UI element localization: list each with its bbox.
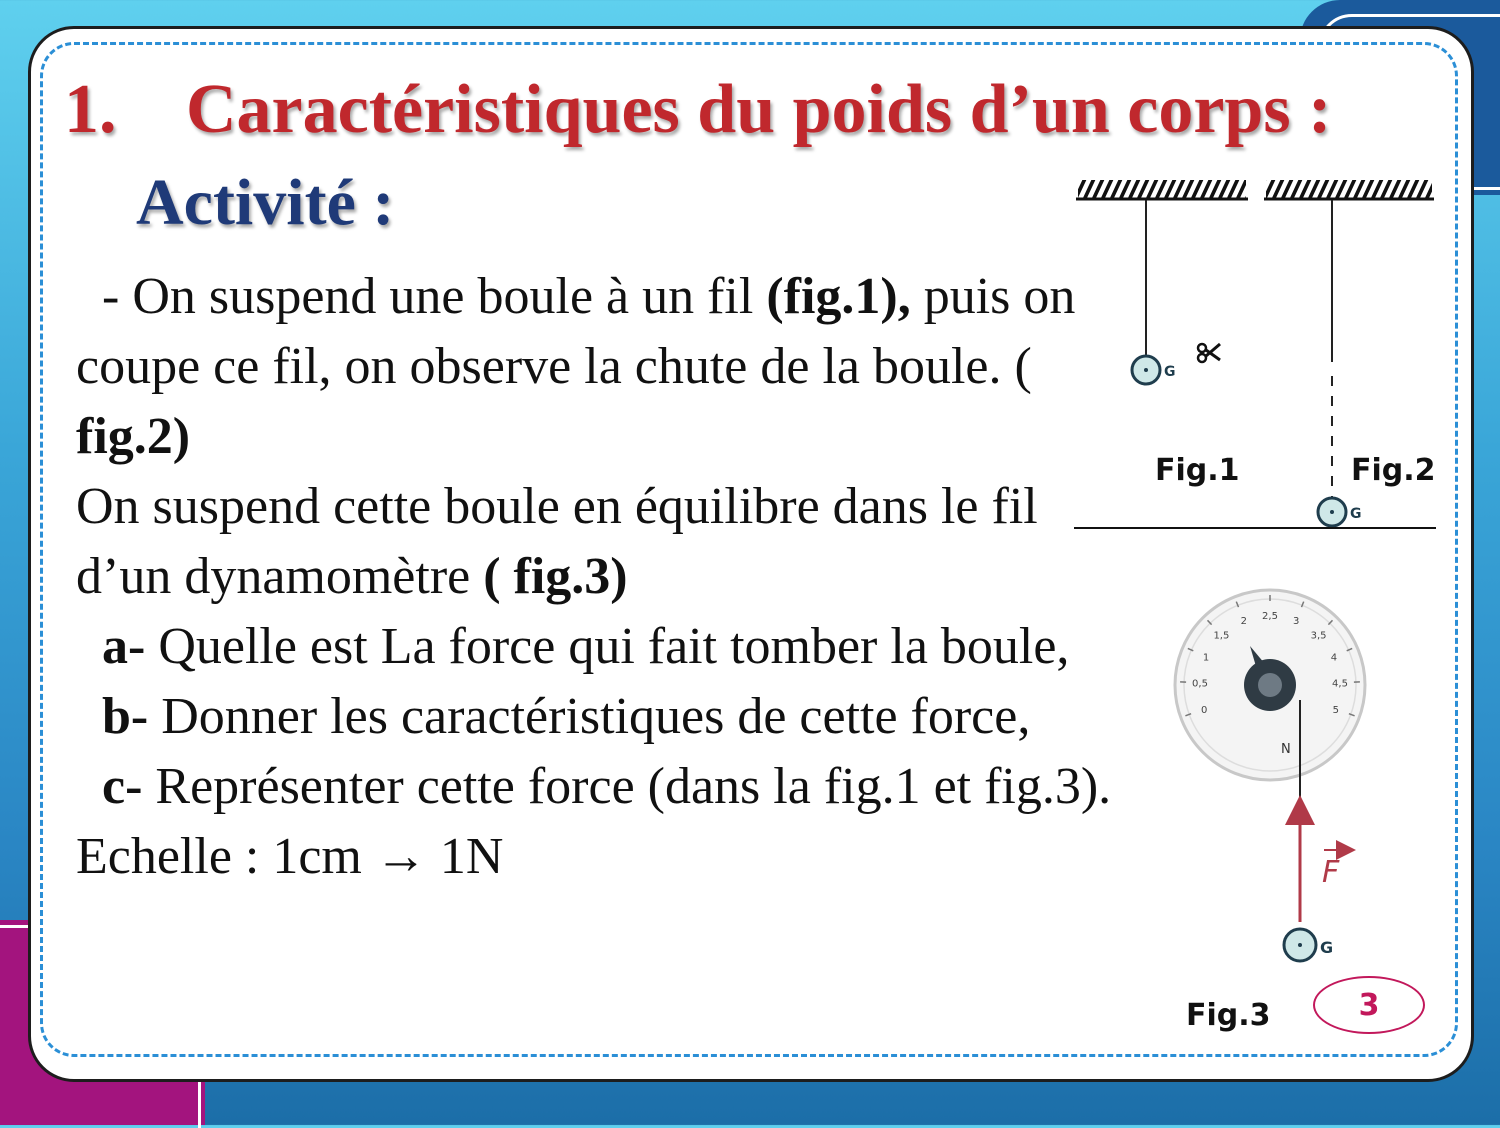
fig3-ball-label: G xyxy=(1320,938,1333,957)
question-b-text: Donner les caractéristiques de cette force, xyxy=(148,688,1030,745)
fig1-ball-label: G xyxy=(1164,364,1176,380)
fig2-label: Fig.2 xyxy=(1351,453,1436,488)
activity-text xyxy=(76,262,1136,892)
title-text: Caractéristiques du poids d’un corps : xyxy=(186,71,1331,148)
fig1-ball-center xyxy=(1144,368,1148,372)
slide-title xyxy=(64,70,1331,150)
p2-bold: ( fig.3) xyxy=(483,548,627,605)
question-b-marker: b- xyxy=(76,688,148,745)
dial-tick-label: 3,5 xyxy=(1311,631,1327,642)
question-c-marker: c- xyxy=(76,758,142,815)
question-a-text: Quelle est La force qui fait tomber la boule, xyxy=(145,618,1069,675)
page-number: 3 xyxy=(1313,976,1425,1034)
p2-text: On suspend cette boule en équilibre dans le fil d’un dynamomètre xyxy=(76,478,1038,605)
question-a-marker: a- xyxy=(76,618,145,675)
dial-tick-label: 4,5 xyxy=(1332,679,1348,690)
question-c-text: Représenter cette force (dans la fig.1 et fig.3). Echelle : 1cm → 1N xyxy=(76,758,1111,885)
dial-unit: N xyxy=(1281,742,1291,757)
fig3-ball-center xyxy=(1298,943,1302,947)
question-a xyxy=(76,612,1136,682)
title-number: 1. xyxy=(64,70,186,150)
question-b xyxy=(76,682,1136,752)
p1-bold: (fig.1), xyxy=(766,268,910,325)
dial-hub-cap xyxy=(1258,673,1282,697)
p1-text-2: puis on coupe ce fil, on observe la chute de la boule. ( xyxy=(76,268,1075,395)
paragraph-2 xyxy=(76,472,1136,612)
scissors-icon xyxy=(1198,344,1220,362)
p1-text: - On suspend une boule à un fil xyxy=(76,268,766,325)
dial-tick-label: 2,5 xyxy=(1262,611,1278,622)
fig1-ceiling-hatch xyxy=(1078,180,1246,198)
fig2-ceiling-hatch xyxy=(1266,180,1432,198)
fig1-label: Fig.1 xyxy=(1155,453,1240,488)
physics-figures xyxy=(1060,170,1460,1050)
dial-tick-label: 1 xyxy=(1203,653,1209,664)
activity-heading: Activité : xyxy=(136,165,394,241)
fig2-ball-center xyxy=(1330,510,1334,514)
dial-tick-label: 4 xyxy=(1331,653,1337,664)
force-label: F xyxy=(1322,855,1340,890)
p1-bold-2: fig.2) xyxy=(76,408,190,465)
dial-tick-label: 5 xyxy=(1333,705,1339,716)
paragraph-1 xyxy=(76,262,1136,472)
fig2-ball-label: G xyxy=(1350,506,1362,522)
dial-tick-label: 3 xyxy=(1293,616,1299,627)
dial-tick-label: 1,5 xyxy=(1213,631,1229,642)
dial-tick-label: 0,5 xyxy=(1192,679,1208,690)
fig3-label: Fig.3 xyxy=(1186,998,1271,1033)
question-c xyxy=(76,752,1136,892)
dial-tick-label: 0 xyxy=(1201,705,1207,716)
dial-tick-label: 2 xyxy=(1241,616,1247,627)
